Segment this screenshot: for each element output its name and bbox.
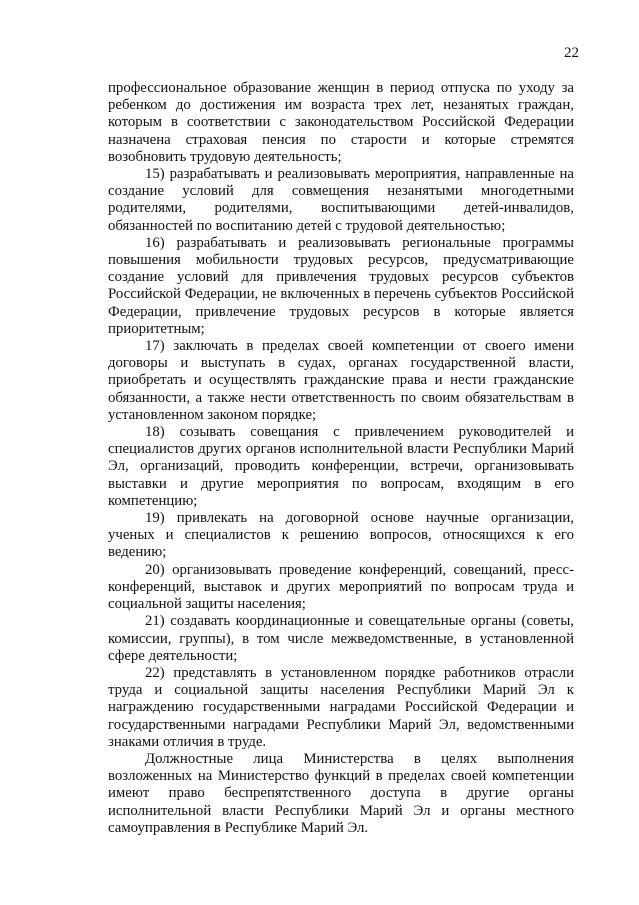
- paragraph-item-19: 19) привлекать на договорной основе научные организации, ученых и специалистов к решению вопросов, относящихся к его ведению;: [108, 510, 574, 561]
- paragraph-item-22: 22) представлять в установленном порядке работников отрасли труда и социальной защиты населения Республики Марий Эл к награждению государственными наградами Российской Федерации и государственными наградами Республики Марий Эл, ведомственными знаками отличия в труде.: [108, 664, 574, 750]
- paragraph-item-16: 16) разрабатывать и реализовывать региональные программы повышения мобильности трудовых ресурсов, предусматривающие создание условий для привлечения трудовых ресурсов субъектов Российской Федерации, не включенных в перечень субъектов Российской Федерации, привлечение трудовых ресурсов в которые является приоритетным;: [108, 234, 574, 337]
- document-body: [108, 80, 574, 837]
- paragraph-item-20: 20) организовывать проведение конференций, совещаний, пресс-конференций, выставок и других мероприятий по вопросам труда и социальной защиты населения;: [108, 561, 574, 613]
- paragraph-continuation: профессиональное образование женщин в период отпуска по уходу за ребенком до достижения им возраста трех лет, незанятых граждан, которым в соответствии с законодательством Российской Федерации назначена страховая пенсия по старости и которые стремятся возобновить трудовую деятельность;: [108, 80, 574, 165]
- paragraph-item-18: 18) созывать совещания с привлечением руководителей и специалистов других органов исполнительной власти Республики Марий Эл, организаций, проводить конференции, встречи, организовывать выставки и другие мероприятия по вопросам, входящим в его компетенцию;: [108, 424, 574, 509]
- paragraph-item-21: 21) создавать координационные и совещательные органы (советы, комиссии, группы), в том числе межведомственные, в установленной сфере деятельности;: [108, 613, 574, 664]
- paragraph-item-17: 17) заключать в пределах своей компетенции от своего имени договоры и выступать в судах, органах государственной власти, приобретать и осуществлять гражданские права и нести гражданские обязанности, а также нести ответственность по своим обязательствам в установленном законом порядке;: [108, 338, 574, 423]
- page-number: 22: [564, 45, 579, 61]
- paragraph-officials-access: Должностные лица Министерства в целях выполнения возложенных на Министерство функций в пределах своей компетенции имеют право беспрепятственного доступа в другие органы исполнительной власти Республики Марий Эл и органы местного самоуправления в Республике Марий Эл.: [108, 750, 574, 836]
- paragraph-item-15: 15) разрабатывать и реализовывать мероприятия, направленные на создание условий для совмещения незанятыми многодетными родителями, родителями, воспитывающими детей-инвалидов, обязанностей по воспитанию детей с трудовой деятельностью;: [108, 166, 574, 234]
